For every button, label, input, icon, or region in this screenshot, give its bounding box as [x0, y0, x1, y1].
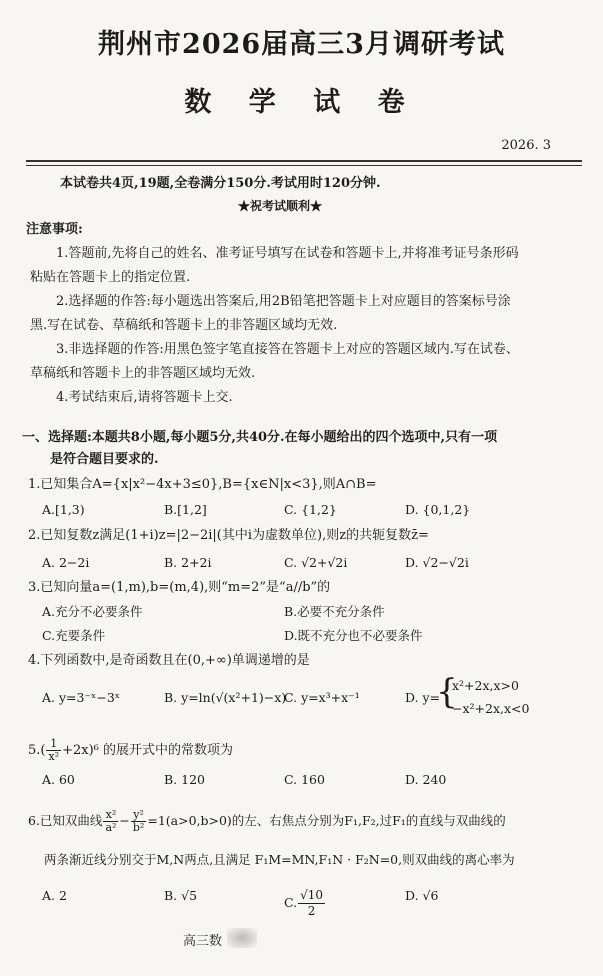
q2-option-a: A. 2−2i — [42, 555, 90, 570]
q5-option-a: A. 60 — [42, 772, 75, 787]
question-6-stem: 6.已知双曲线 $\frac{\text{x²}}{\text{a²}}$ − $\frac{\text{y²}}{\text{b²}}$ =1(a>0,b>0)的左、右焦点分别为F₁,F₂,过F₁的直线与双曲线的 — [28, 808, 506, 834]
notice-line: 4.考试结束后,请将答题卡上交. — [56, 390, 233, 405]
q2-option-c: C. √2+√2i — [284, 555, 348, 570]
question-1-stem: 1.已知集合A={x|x²−4x+3≤0},B={x∈N|x<3},则A∩B= — [28, 477, 377, 492]
notice-line: 2.选择题的作答:每小题选出答案后,用2B铅笔把答题卡上对应题目的答案标号涂 — [56, 294, 511, 309]
q6-option-a: A. 2 — [42, 888, 67, 903]
piecewise-brace: { — [436, 672, 458, 712]
notice-heading: 注意事项: — [26, 222, 83, 237]
section-heading: 一、选择题:本题共8小题,每小题5分,共40分.在每小题给出的四个选项中,只有一项 — [22, 430, 498, 445]
q4-option-d: D. y= — [405, 690, 441, 705]
q3-option-c: C.充要条件 — [42, 628, 106, 643]
smudge — [227, 928, 257, 948]
q5-option-c: C. 160 — [284, 772, 325, 787]
q2-option-d: D. √2−√2i — [405, 555, 469, 570]
header-rule-thick — [26, 160, 582, 162]
notice-line: 草稿纸和答题卡上的非答题区域均无效. — [30, 366, 256, 381]
page-footer: 高三数 — [183, 934, 223, 949]
question-3-stem: 3.已知向量a=(1,m),b=(m,4),则“m=2”是“a//b”的 — [28, 580, 331, 595]
q4-option-b: B. y=ln(√(x²+1)−x) — [164, 690, 287, 705]
q1-option-c: C. {1,2} — [284, 502, 337, 517]
q6-option-b: B. √5 — [164, 888, 198, 903]
notice-line: 3.非选择题的作答:用黑色签字笔直接答在答题卡上对应的答题区域内.写在试卷、 — [56, 342, 519, 357]
q2-option-b: B. 2+2i — [164, 555, 212, 570]
q1-option-a: A.[1,3) — [42, 502, 85, 517]
q4-piece-1: x²+2x,x>0 — [452, 678, 519, 693]
exam-title: 荆州市2026届高三3月调研考试 — [98, 29, 505, 60]
notice-line: 黑.写在试卷、草稿纸和答题卡上的非答题区域均无效. — [30, 318, 338, 333]
q3-option-d: D.既不充分也不必要条件 — [284, 628, 423, 643]
question-5-stem: 5.( $\frac{1}{\text{x²}}$ +2x)⁶ 的展开式中的常数项为 — [28, 737, 234, 763]
q3-option-a: A.充分不必要条件 — [42, 604, 143, 619]
q4-option-c: C. y=x³+x⁻¹ — [284, 690, 360, 705]
exam-date: 2026. 3 — [501, 138, 551, 153]
q3-option-b: B.必要不充分条件 — [284, 604, 385, 619]
question-4-stem: 4.下列函数中,是奇函数且在(0,+∞)单调递增的是 — [28, 653, 310, 668]
wish-text: ★祝考试顺利★ — [238, 199, 323, 213]
q4-piece-2: −x²+2x,x<0 — [452, 701, 530, 716]
header-rule-thin — [26, 165, 582, 166]
q5-option-b: B. 120 — [164, 772, 205, 787]
question-6-stem-cont: 两条渐近线分别交于M,N两点,且满足 F₁M=MN,F₁N · F₂N=0,则双曲线的离心率为 — [44, 852, 515, 867]
q6-option-d: D. √6 — [405, 888, 439, 903]
exam-subtitle: 数 学 试 卷 — [184, 87, 419, 118]
q1-option-d: D. {0,1,2} — [405, 502, 471, 517]
notice-line: 1.答题前,先将自己的姓名、准考证号填写在试卷和答题卡上,并将准考证号条形码 — [56, 246, 519, 261]
notice-line: 粘贴在答题卡上的指定位置. — [30, 270, 191, 285]
q4-option-a: A. y=3⁻ˣ−3ˣ — [42, 690, 121, 705]
question-2-stem: 2.已知复数z满足(1+i)z=|2−2i|(其中i为虚数单位),则z的共轭复数z̄= — [28, 528, 429, 543]
q5-option-d: D. 240 — [405, 772, 447, 787]
intro-text: 本试卷共4页,19题,全卷满分150分.考试用时120分钟. — [60, 176, 381, 191]
q6-option-c: C. $\frac{√10}{2}$ — [284, 888, 324, 918]
section-heading-cont: 是符合题目要求的. — [50, 452, 159, 467]
q1-option-b: B.[1,2] — [164, 502, 207, 517]
